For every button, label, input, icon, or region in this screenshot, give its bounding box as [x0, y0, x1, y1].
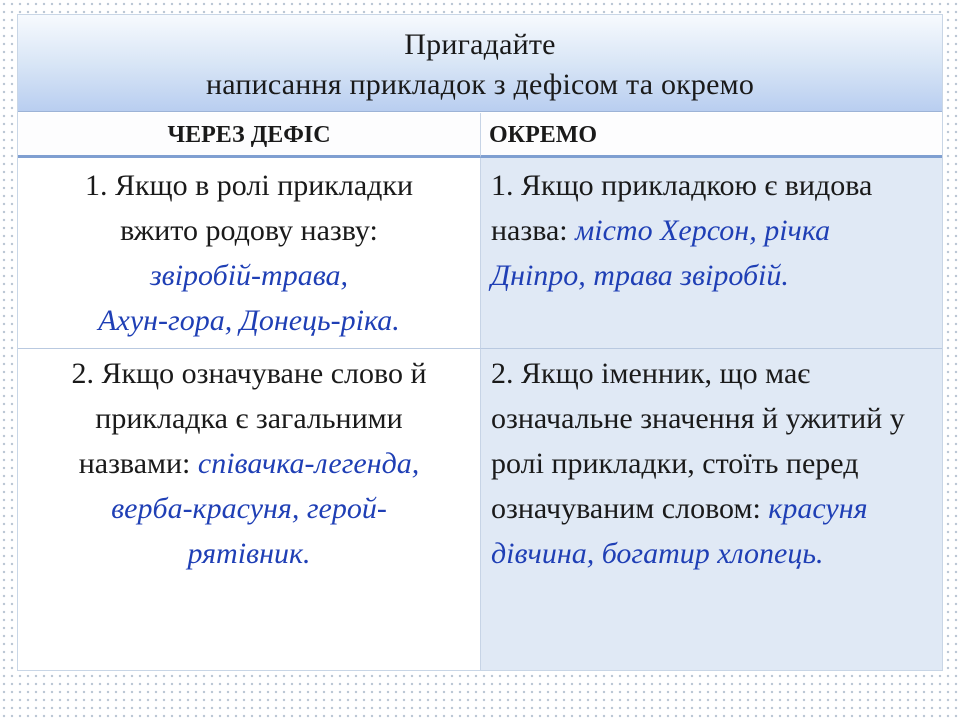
rule-2-separate-examples: красуня дівчина, богатир хлопець. [491, 492, 868, 570]
rule-1-hyphen-cell [18, 158, 480, 348]
rule-2-hyphen-text-1: 2. Якщо означуване слово й [71, 357, 427, 390]
rule-2-hyphen-example-3: рятівник. [187, 537, 311, 570]
rule-1-hyphen-example-1: звіробій-трава, [149, 259, 349, 292]
rule-2-hyphen-example-2: верба-красуня, герой- [111, 492, 387, 525]
rule-1-separate-text: 1. Якщо прикладкою є видова назва: [491, 169, 873, 247]
header-hyphen: ЧЕРЕЗ ДЕФІС [18, 113, 480, 158]
rule-1-separate-cell [480, 158, 942, 348]
rule-2-hyphen-text-3: назвами: [78, 447, 198, 480]
rule-2-hyphen-text-2: прикладка є загальними [95, 402, 403, 435]
rule-1-hyphen-text-2: вжито родову назву: [120, 214, 378, 247]
title-line-2: написання прикладок з дефісом та окремо [205, 68, 755, 101]
rule-2-hyphen-example-1: співачка-легенда, [197, 447, 420, 480]
rule-1-hyphen-text-1: 1. Якщо в ролі прикладки [84, 169, 414, 202]
rule-1-hyphen-example-2: Ахун-гора, Донець-ріка. [98, 304, 400, 337]
slide [18, 15, 942, 670]
title-line-1: Пригадайте [404, 28, 556, 61]
rule-2-separate-text: 2. Якщо іменник, що має означальне значення й ужитий у ролі прикладки, стоїть перед означуваним словом: [491, 357, 905, 525]
rule-2-hyphen-cell [18, 348, 480, 670]
rule-2-hyphen-line-3 [18, 441, 480, 486]
header-separate: ОКРЕМО [480, 113, 942, 158]
rule-2-separate-cell [480, 348, 942, 670]
slide-title [18, 15, 942, 112]
rule-1-separate-examples: місто Херсон, річка Дніпро, трава звіробій. [491, 214, 831, 292]
